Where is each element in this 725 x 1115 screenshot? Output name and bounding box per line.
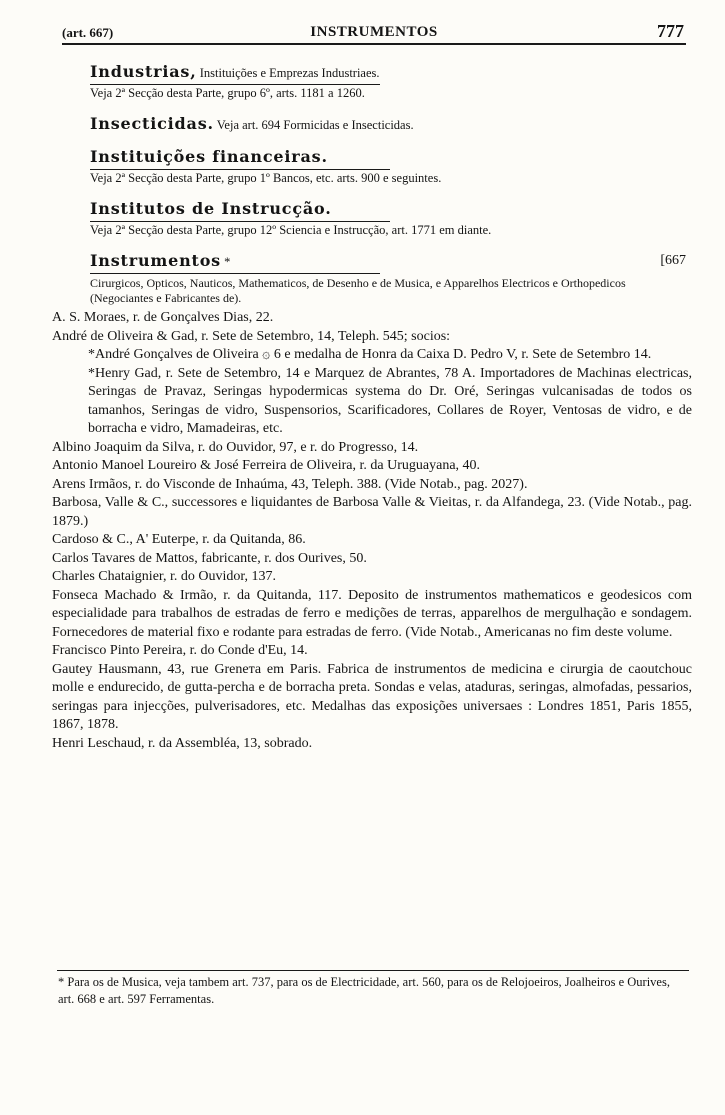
list-item: Barbosa, Valle & C., successores e liquidantes de Barbosa Valle & Vieitas, r. da Alfandega, 23. (Vide Notab., pag. 1879.) <box>52 495 692 529</box>
list-item: Francisco Pinto Pereira, r. do Conde d'Eu, 14. <box>52 643 308 658</box>
footnote: * Para os de Musica, veja tambem art. 737, para os de Electricidade, art. 560, para os de Relojoeiros, Joalheiros e Ourives, art. 668 e art. 597 Ferramentas. <box>58 975 670 1006</box>
page-header <box>62 21 686 45</box>
footnote-rule <box>57 970 689 971</box>
page-body <box>52 62 692 753</box>
section-title: Instituições financeiras. <box>90 147 328 166</box>
section-rule <box>90 273 380 274</box>
list-item: Gautey Hausmann, 43, rue Grenета em Paris. Fabrica de instrumentos de medicina e cirurgia de caoutchouc molle e endurecido, de gutta-percha e de borracha preta. Sondas e velas, ataduras, seringas, almofadas, pessarios, seringas para injecções, pulverisadores, etc. Medalhas das exposições universaes : Londres 1851, Paris 1855, 1867, 1878. <box>52 661 692 732</box>
section-industrias <box>90 62 692 102</box>
section-title: Insecticidas. <box>90 114 214 133</box>
list-item-partner: *Henry Gad, r. Sete de Setembro, 14 e Marquez de Abrantes, 78 A. Importadores de Machinas electricas, Seringas de Pravaz, Seringas hypodermicas systema do Dr. Oré, Seringas vulcanisadas de todos os tamanhos, Seringas de vidro, Suspensorios, Scarificadores, Collares de Royer, Ventosas de vidro, e de borracha e vidro, Mamadeiras, etc. <box>88 365 692 436</box>
section-reference: Veja 2ª Secção desta Parte, grupo 1º Bancos, etc. arts. 900 e seguintes. <box>90 171 442 185</box>
section-reference: Veja 2ª Secção desta Parte, grupo 12º Sciencia e Instrucção, art. 1771 em diante. <box>90 223 492 237</box>
entry-list <box>52 309 692 753</box>
section-title: Industrias, <box>90 62 197 81</box>
section-description: Cirurgicos, Opticos, Nauticos, Mathematicos, de Desenho e de Musica, e Apparelhos Electricos e Orthopedicos (Negociantes e Fabricantes de). <box>90 276 626 305</box>
page-number: 777 <box>657 21 684 41</box>
section-institutos-instruccao <box>90 199 692 239</box>
medal-icon: ۞ <box>262 347 271 362</box>
list-item: Charles Chataignier, r. do Ouvidor, 137. <box>52 569 277 584</box>
section-insecticidas <box>90 114 692 135</box>
section-subtitle: Instituições e Emprezas Industriaes. <box>199 66 380 80</box>
list-item: Henri Leschaud, r. da Assembléa, 13, sobrado. <box>52 735 313 751</box>
list-item: Carlos Tavares de Mattos, fabricante, r. dos Ourives, 50. <box>52 550 367 566</box>
footnote-marker: * <box>224 255 231 269</box>
list-item: Cardoso & C., A' Euterpe, r. da Quitanda, 86. <box>52 532 306 547</box>
list-item: Antonio Manoel Loureiro & José Ferreira de Oliveira, r. da Uruguayana, 40. <box>52 458 481 473</box>
section-reference: Veja 2ª Secção desta Parte, grupo 6º, arts. 1181 a 1260. <box>90 86 365 100</box>
header-article-ref: (art. 667) <box>62 25 114 40</box>
list-item: André de Oliveira & Gad, r. Sete de Setembro, 14, Teleph. 545; socios: <box>52 328 451 344</box>
section-reference: Veja art. 694 Formicidas e Insecticidas. <box>216 118 414 132</box>
section-instrumentos <box>90 251 692 274</box>
section-instituicoes-financeiras <box>90 147 692 187</box>
list-item: A. S. Moraes, r. de Gonçalves Dias, 22. <box>52 310 274 325</box>
section-title: Instrumentos <box>90 251 221 270</box>
list-item: Albino Joaquim da Silva, r. do Ouvidor, 97, e r. do Progresso, 14. <box>52 439 419 455</box>
header-title: INSTRUMENTOS <box>310 24 438 40</box>
article-number: [667 <box>660 253 686 268</box>
list-item: Arens Irmãos, r. do Visconde de Inhaúma, 43, Teleph. 388. (Vide Notab., pag. 2027). <box>52 476 528 492</box>
list-item-partner: *André Gonçalves de Oliveira ۞ 6 e medalha de Honra da Caixa D. Pedro V, r. Sete de Setembro 14. <box>88 347 652 362</box>
section-title: Institutos de Instrucção. <box>90 199 332 218</box>
list-item: Fonseca Machado & Irmão, r. da Quitanda, 117. Deposito de instrumentos mathematicos e geodesicos com especialidade para trabalhos de estradas de ferro e medições de terras, apparelhos de mergulhação e sondagem. Fornecedores de material fixo e rodante para estradas de ferro. (Vide Notab., Americanas no fim deste volume. <box>52 587 692 640</box>
